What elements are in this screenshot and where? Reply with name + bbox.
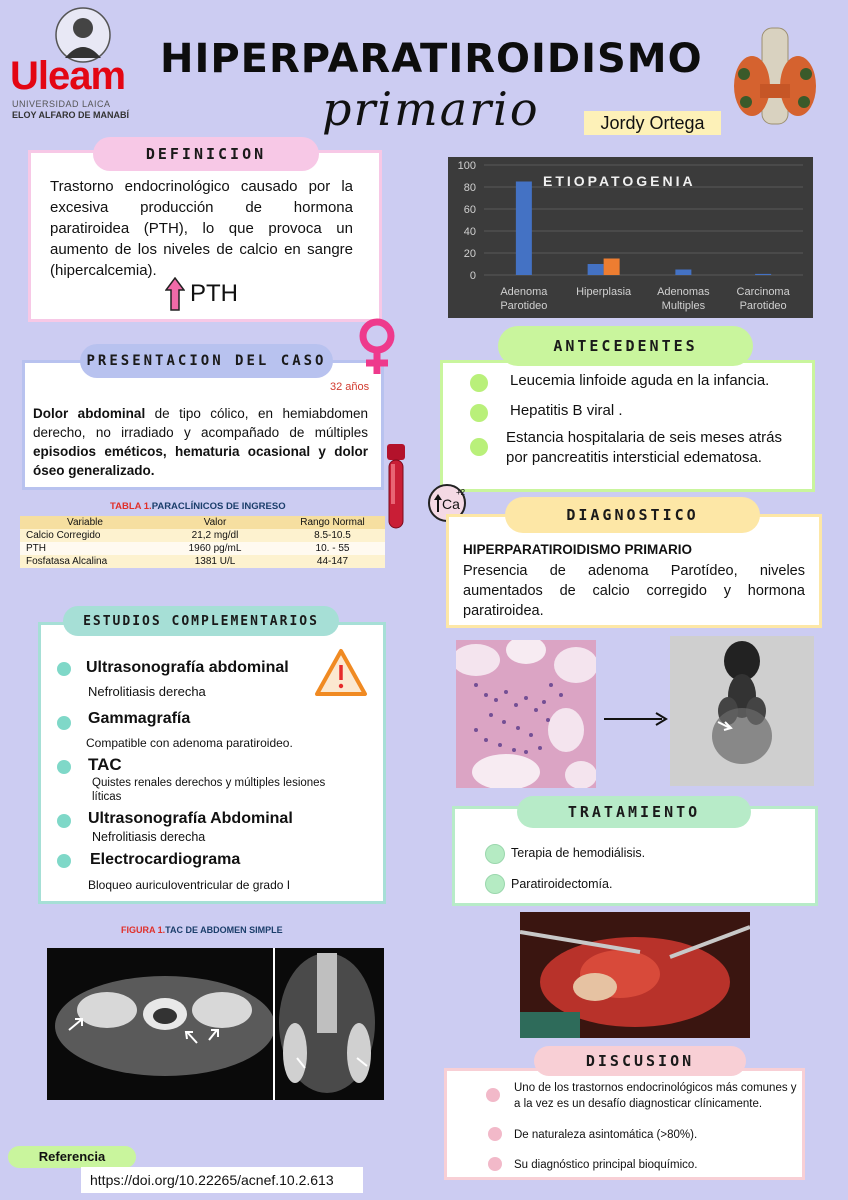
case-age: 32 años (330, 381, 370, 393)
discussion-heading: DISCUSION (534, 1046, 746, 1076)
chart-x-tick-label: Hiperplasia (576, 286, 632, 298)
table-cell: Fosfatasa Alcalina (20, 555, 150, 568)
discussion-item-3: Su diagnóstico principal bioquímico. (514, 1159, 698, 1171)
table-cell: 10. - 55 (280, 542, 385, 555)
study-bullet-4 (57, 814, 71, 828)
diagnosis-heading: DIAGNOSTICO (505, 497, 760, 533)
chart-x-tick-label: Adenoma (500, 286, 548, 298)
treatment-bullet-1 (485, 844, 505, 864)
table-caption-prefix: TABLA 1. (110, 501, 152, 512)
logo-subtitle-2: ELOY ALFARO DE MANABÍ (12, 110, 130, 120)
chart-y-tick-label: 20 (463, 248, 476, 260)
calcium-charge: +2 (456, 488, 466, 497)
right-arrow-icon (604, 712, 670, 726)
table-cell: 44-147 (280, 555, 385, 568)
logo-subtitle-1: UNIVERSIDAD LAICA (12, 99, 111, 109)
chart-x-tick-label: Parotideo (500, 300, 548, 312)
definition-text: Trastorno endocrinológico causado por la excesiva producción de hormona paratiroidea (PTH), lo que provoca un aumento de los niveles de calcio en sangre (hipercalcemia). (50, 178, 353, 279)
treatment-item-1: Terapia de hemodiálisis. (511, 846, 646, 860)
study-title-5: Electrocardiograma (90, 851, 241, 868)
calcium-up-arrow-icon (434, 494, 442, 512)
discussion-item-1: Uno de los trastornos endocrinológicos más comunes y a la vez es un desafío diagnosticar clínicamente. (514, 1082, 797, 1110)
treatment-bullet-2 (485, 874, 505, 894)
table-row (20, 529, 385, 542)
chart-y-tick-label: 80 (463, 182, 476, 194)
discussion-bullet-1 (486, 1088, 500, 1102)
chart-x-tick-label: Adenomas (657, 286, 710, 298)
discussion-item-2: De naturaleza asintomática (>80%). (514, 1129, 698, 1141)
case-symptom-text: de tipo cólico, en hemiabdomen derecho, no irradiado y acompañado de múltiples (33, 406, 368, 440)
figure-caption-text: TAC DE ABDOMEN SIMPLE (165, 925, 283, 935)
up-arrow-icon (165, 277, 185, 311)
lab-header-range: Rango Normal (280, 516, 385, 529)
reference-label: Referencia (8, 1146, 136, 1168)
history-bullet-2 (470, 404, 488, 422)
pth-label: PTH (190, 280, 238, 307)
chart-bar (604, 259, 620, 276)
case-symptom-1: Dolor abdominal (33, 406, 146, 421)
study-detail-1: Nefrolitiasis derecha (88, 684, 206, 699)
table-cell: PTH (20, 542, 150, 555)
table-cell: 21,2 mg/dl (150, 529, 280, 542)
definition-heading: DEFINICION (93, 137, 319, 171)
chart-x-tick-label: Parotideo (739, 300, 787, 312)
university-logo (8, 6, 148, 124)
discussion-bullet-3 (488, 1157, 502, 1171)
blood-tube-icon (385, 442, 407, 532)
treatment-heading: TRATAMIENTO (517, 796, 751, 828)
chart-y-tick-label: 100 (457, 160, 476, 172)
etiopathogenesis-chart (448, 157, 813, 318)
calcium-symbol: Ca (442, 496, 460, 512)
logo-wordmark: Uleam (10, 54, 126, 98)
study-bullet-1 (57, 662, 71, 676)
chart-x-tick-label: Multiples (661, 300, 706, 312)
treatment-item-2: Paratiroidectomía. (511, 877, 613, 891)
reference-doi-link[interactable]: https://doi.org/10.22265/acnef.10.2.613 (81, 1167, 363, 1193)
thyroid-gland-illustration (730, 26, 820, 136)
study-detail-4: Nefrolitiasis derecha (92, 830, 206, 844)
lab-table-wrap (20, 516, 385, 568)
female-symbol-icon (352, 316, 402, 376)
table-row (20, 542, 385, 555)
study-bullet-3 (57, 760, 71, 774)
surgery-image (520, 912, 750, 1038)
chart-y-tick-label: 0 (469, 270, 476, 282)
poster-subtitle: primario (322, 82, 540, 136)
table-cell: 1381 U/L (150, 555, 280, 568)
lab-header-variable: Variable (20, 516, 150, 529)
study-title-3: TAC (88, 755, 122, 774)
study-bullet-2 (57, 716, 71, 730)
figure-caption (121, 925, 283, 935)
warning-icon (314, 648, 368, 698)
studies-heading: ESTUDIOS COMPLEMENTARIOS (63, 606, 339, 636)
chart-y-tick-label: 40 (463, 226, 476, 238)
diagnosis-text: Presencia de adenoma Parotídeo, niveles aumentados de calcio corregido y hormona paratiroidea. (463, 563, 805, 619)
study-bullet-5 (57, 854, 71, 868)
chart-x-tick-label: Carcinoma (736, 286, 790, 298)
chart-bar (755, 274, 771, 275)
gammagraphy-image (670, 636, 814, 786)
study-title-2: Gammagrafía (88, 710, 191, 727)
table-cell: Calcio Corregido (20, 529, 150, 542)
table-row (20, 555, 385, 568)
lab-table (20, 516, 385, 568)
history-heading: ANTECEDENTES (498, 326, 753, 366)
table-caption-text: PARACLÍNICOS DE INGRESO (151, 501, 286, 512)
chart-bar (588, 264, 604, 275)
figure-caption-prefix: FIGURA 1. (121, 925, 166, 935)
study-detail-2: Compatible con adenoma paratiroideo. (86, 736, 293, 750)
table-cell: 1960 pg/mL (150, 542, 280, 555)
chart-title: ETIOPATOGENIA (543, 173, 696, 189)
poster-title: HIPERPARATIROIDISMO (160, 36, 703, 82)
case-description (33, 404, 368, 480)
study-detail-3: Quistes renales derechos y múltiples lesiones líticas (92, 777, 326, 803)
study-title-4: Ultrasonografía Abdominal (88, 810, 293, 827)
diagnosis-title: HIPERPARATIROIDISMO PRIMARIO (463, 542, 693, 557)
chart-bar (516, 182, 532, 276)
study-title-1: Ultrasonografía abdominal (86, 659, 289, 676)
history-bullet-1 (470, 374, 488, 392)
chart-y-tick-label: 60 (463, 204, 476, 216)
history-bullet-3 (470, 438, 488, 456)
lab-header-value: Valor (150, 516, 280, 529)
histology-image (456, 640, 596, 788)
ct-scan-image (47, 948, 384, 1100)
study-detail-5: Bloqueo auriculoventricular de grado I (88, 878, 291, 892)
table-caption (110, 501, 286, 512)
chart-bar (675, 270, 691, 276)
table-cell: 8.5-10.5 (280, 529, 385, 542)
history-item-3: Estancia hospitalaria de seis meses atrás por pancreatitis intersticial edematosa. (506, 429, 782, 466)
case-symptom-2: episodios eméticos, hematuria ocasional y dolor óseo generalizado. (33, 444, 368, 478)
author-name: Jordy Ortega (584, 111, 721, 135)
discussion-bullet-2 (488, 1127, 502, 1141)
history-item-2: Hepatitis B viral . (510, 402, 623, 419)
case-heading: PRESENTACION DEL CASO (80, 344, 333, 378)
history-item-1: Leucemia linfoide aguda en la infancia. (510, 372, 770, 389)
